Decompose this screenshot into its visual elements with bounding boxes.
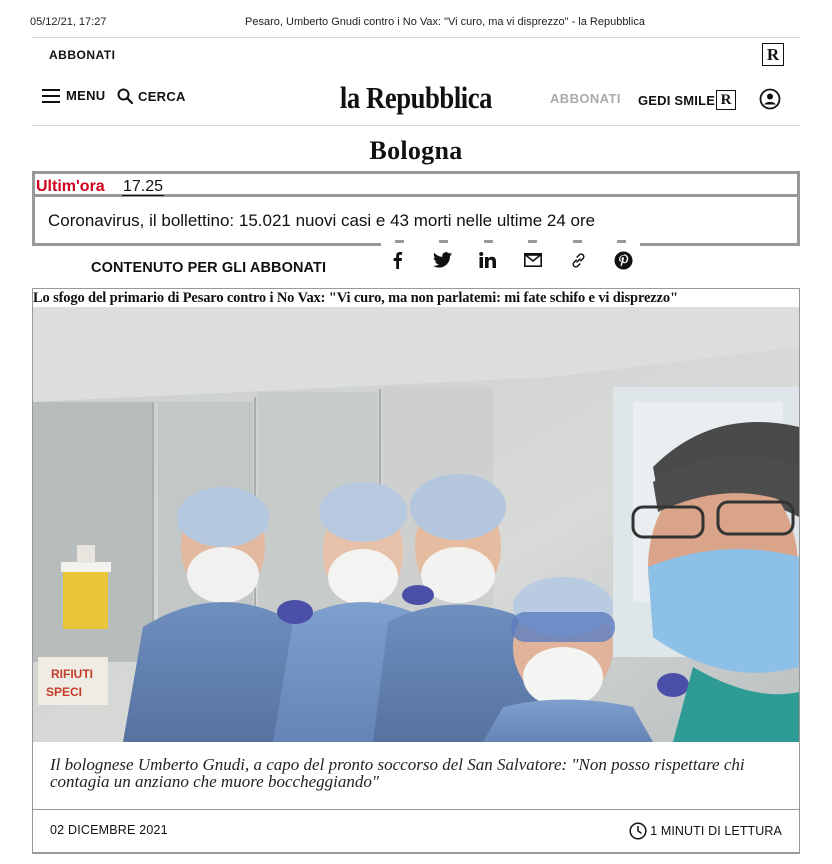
user-account-icon[interactable]	[759, 88, 781, 110]
divider	[33, 852, 799, 853]
share-bar-dashes	[381, 240, 640, 244]
link-icon[interactable]	[568, 250, 590, 270]
clock-icon	[629, 822, 647, 840]
divider	[32, 125, 800, 126]
article-photo	[33, 307, 799, 742]
gedi-smile-link[interactable]	[638, 90, 736, 110]
breaking-news-time: 17.25	[123, 178, 164, 195]
email-icon[interactable]	[522, 250, 544, 270]
search-label: CERCA	[138, 88, 186, 104]
top-bar	[32, 40, 800, 70]
gedi-r-icon: R	[716, 90, 736, 110]
breaking-news-headline[interactable]: Coronavirus, il bollettino: 15.021 nuovi casi e 43 morti nelle ultime 24 ore	[48, 211, 596, 230]
pinterest-icon[interactable]	[613, 250, 635, 270]
masthead	[32, 78, 800, 120]
reading-time-label: 1 MINUTI DI LETTURA	[650, 824, 782, 838]
print-document-title: Pesaro, Umberto Gnudi contro i No Vax: "Vi curo, ma vi disprezzo" - la Repubblica	[245, 16, 645, 28]
article-headline: Lo sfogo del primario di Pesaro contro i No Vax: "Vi curo, ma non parlatemi: mi fate schifo e vi disprezzo"	[33, 290, 678, 306]
photo-caption: Il bolognese Umberto Gnudi, a capo del pronto soccorso del San Salvatore: "Non posso rispettare chi contagia un anziano che muore boccheggiando"	[50, 755, 745, 791]
repubblica-r-icon[interactable]: R	[762, 43, 784, 66]
divider	[33, 809, 799, 810]
print-header	[30, 16, 800, 30]
linkedin-icon[interactable]	[477, 250, 499, 270]
photo-sign-line2: SPECI	[46, 685, 83, 699]
share-bar	[381, 240, 640, 280]
print-date: 05/12/21, 17:27	[30, 16, 107, 28]
menu-label: MENU	[66, 88, 106, 103]
gedi-smile-label: GEDI SMILE	[638, 92, 716, 108]
photo-sign-line1: RIFIUTI	[51, 667, 93, 681]
publication-date: 02 DICEMBRE 2021	[50, 823, 168, 837]
twitter-icon[interactable]	[431, 250, 453, 270]
breaking-news-label: Ultim'ora	[36, 178, 105, 195]
facebook-icon[interactable]	[386, 250, 408, 270]
abbonati-nav-link[interactable]: ABBONATI	[550, 91, 621, 106]
abbonati-link[interactable]: ABBONATI	[49, 48, 116, 62]
section-title[interactable]: Bologna	[369, 136, 463, 165]
reading-time	[629, 822, 782, 840]
breaking-news-box	[32, 171, 800, 246]
subscriber-content-label: CONTENUTO PER GLI ABBONATI	[91, 260, 327, 276]
hamburger-icon	[42, 89, 60, 103]
divider	[32, 37, 800, 38]
site-logo[interactable]: la Repubblica	[339, 80, 493, 115]
breaking-news-header	[35, 175, 797, 197]
